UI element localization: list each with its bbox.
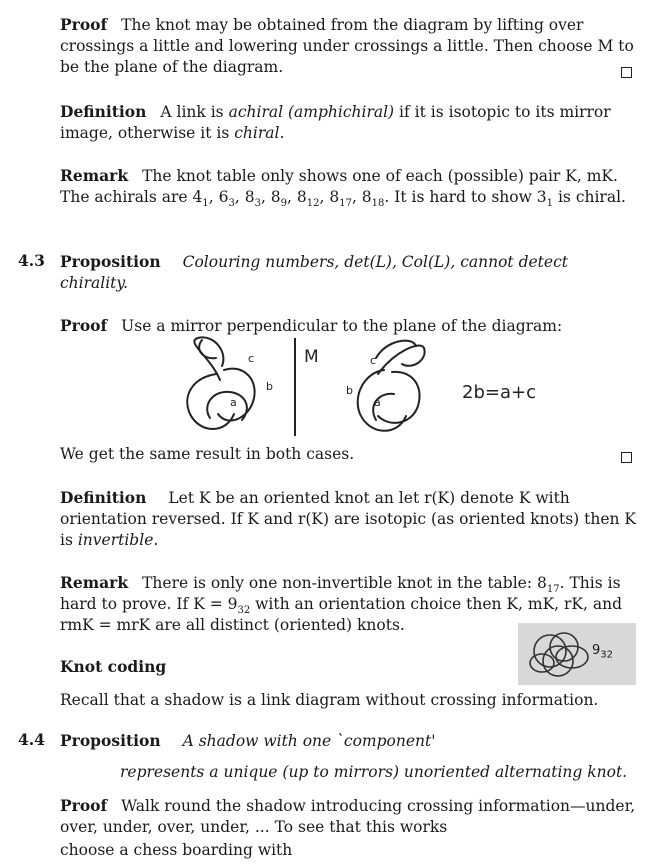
- proof-label: Proof: [60, 796, 108, 815]
- proposition-text: A shadow with one `component': [182, 732, 436, 750]
- subscript: 1: [202, 198, 209, 210]
- subscript: 1: [546, 198, 554, 210]
- remark-label: Remark: [60, 573, 129, 592]
- proposition-number: 4.4: [18, 730, 45, 749]
- proof-1: [60, 14, 636, 78]
- proof-label: Proof: [60, 15, 108, 34]
- arc-label-a: a: [230, 396, 237, 409]
- subscript: 32: [237, 605, 251, 617]
- proposition-label: Proposition: [60, 731, 161, 750]
- definition-text: .: [279, 124, 285, 142]
- remark-text: , 8: [319, 188, 340, 206]
- arc-label-b: b: [266, 380, 273, 393]
- proof-text: Walk round the shadow introducing crossing information—under, over, under, over, under, ... To see that this works: [60, 797, 636, 836]
- remark-label: Remark: [60, 166, 129, 185]
- arc-label-b: b: [346, 384, 353, 397]
- subscript: 12: [306, 198, 320, 210]
- remark-text: , 8: [260, 188, 281, 206]
- qed-box: [621, 452, 632, 463]
- definition-text: .: [153, 531, 159, 549]
- mirror-sketch: [180, 334, 600, 442]
- subscript: 3: [228, 198, 235, 210]
- proposition-4-4: [60, 730, 636, 752]
- knot-coding-heading: [60, 656, 636, 678]
- remark-text: There is only one non-invertible knot in the table: 8: [142, 574, 547, 592]
- subscript: 17: [546, 584, 560, 596]
- sketch-equation: 2b=a+c: [462, 382, 536, 403]
- arc-label-c: c: [370, 354, 377, 367]
- definition-label: Definition: [60, 102, 147, 121]
- subscript: 9: [280, 198, 288, 210]
- definition-text: Let K be an oriented knot an let r(K) denote K with orientation reversed. If K and r(K) are isotopic (as oriented knots) then K is: [60, 489, 637, 549]
- proposition-4-3: [60, 251, 636, 294]
- arc-label-c: c: [248, 352, 255, 365]
- subscript: 18: [371, 198, 385, 210]
- trefoil-right-icon: [358, 341, 425, 431]
- remark-text: . It is hard to show 3: [384, 188, 547, 206]
- definition-invertible: [60, 487, 636, 551]
- trefoil-left-icon: [187, 337, 254, 429]
- definition-achiral: [60, 101, 636, 144]
- remark-text: , 8: [287, 188, 307, 206]
- knot-9-32-label: $9_{32}$: [592, 643, 614, 661]
- knot-coding-text: Recall that a shadow is a link diagram without crossing information.: [60, 691, 599, 709]
- proof-text: The knot may be obtained from the diagram by lifting over crossings a little and lowering under crossings a little. Then choose M to be the plane of the diagram.: [60, 16, 634, 76]
- proposition-text: Colouring numbers, det(L), Col(L), cannot detect chirality.: [60, 253, 568, 292]
- remark-text: is chiral.: [553, 188, 626, 206]
- term-chiral: chiral: [234, 124, 280, 142]
- proof-label: Proof: [60, 316, 108, 335]
- proposition-text-line2: represents a unique (up to mirrors) unoriented alternating knot.: [120, 763, 628, 781]
- subscript: 3: [254, 198, 261, 210]
- term-achiral: achiral (amphichiral): [228, 103, 395, 121]
- definition-text: if it is isotopic to its mirror image, otherwise it is: [60, 103, 611, 142]
- subscript: 17: [339, 198, 352, 210]
- remark-text: . This is hard to prove. If K = 9: [60, 574, 621, 613]
- remark-achirals: [60, 165, 636, 208]
- remark-text: The knot table only shows one of each (possible) pair K, mK. The achirals are 4: [60, 167, 618, 206]
- proof-text: Use a mirror perpendicular to the plane of the diagram:: [121, 317, 563, 335]
- term-invertible: invertible: [77, 531, 154, 549]
- remark-text: with an orientation choice then K, mK, rK, and rmK = mrK are all distinct (oriented) knots.: [60, 595, 623, 634]
- same-result-line: We get the same result in both cases.: [60, 445, 355, 463]
- proof-3: [60, 795, 636, 838]
- proposition-label: Proposition: [60, 252, 161, 271]
- proof-3-line2: choose a chess boarding with: [60, 841, 293, 859]
- remark-text: , 8: [234, 188, 255, 206]
- section-heading: Knot coding: [60, 657, 167, 676]
- proposition-number: 4.3: [18, 251, 45, 270]
- remark-text: , 8: [351, 188, 372, 206]
- definition-text: A link is: [160, 103, 229, 121]
- mirror-label: M: [304, 347, 319, 367]
- qed-box: [621, 67, 632, 78]
- remark-text: , 6: [208, 188, 229, 206]
- definition-label: Definition: [60, 488, 147, 507]
- arc-label-a: a: [374, 396, 381, 409]
